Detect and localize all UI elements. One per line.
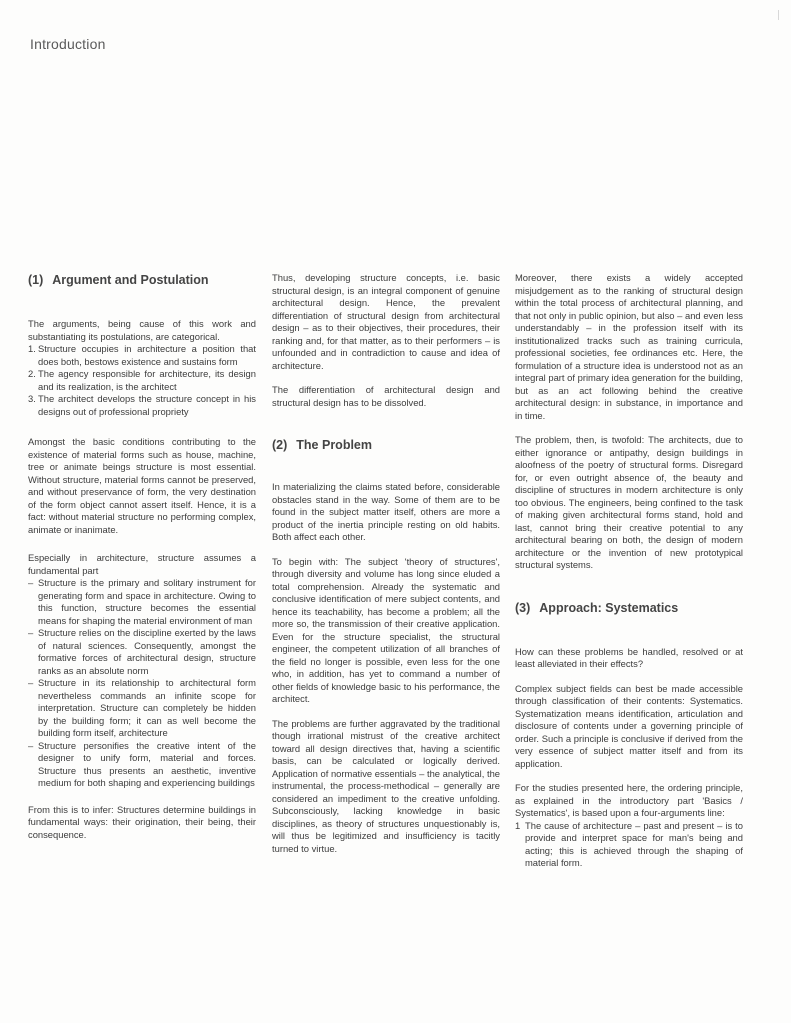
column-3-paragraph-2: The problem, then, is twofold: The architects, due to either ignorance or antipathy, design buildings in aloofness of the poetry of structural forms. Disregard for, or even outright absence of, the beauty and discipline of structures in modern architecture is only too obvious. The engineers, being confined to the task of making given architectural forms stand, hold and last, cannot bring their creative potential to any architectural bearing on both, the design of modern architecture or the invention of new prototypical structural systems. bbox=[515, 434, 743, 570]
list-item-text: The agency responsible for architecture, its design and its realization, is the architect bbox=[38, 368, 256, 392]
column-2 bbox=[272, 272, 500, 867]
section-1-intro: The arguments, being cause of this work and substantiating its postulations, are categorical. bbox=[28, 318, 256, 342]
list-number: 1 bbox=[515, 819, 521, 831]
dash-mark: – bbox=[28, 739, 34, 751]
section-2-paragraph-2: To begin with: The subject 'theory of structures', through diversity and volume has long since eluded a total comprehension. Already the systematic and conclusive identification of mere subject contents, and hence its teachability, has become a problem; all the more so, the transmission of their creative application. Even for the structure specialist, the structural engineer, the competent utilization of all branches of the field no longer is possible, even less for the one who, in addition, has yet to command a number of other fields of knowledge basic to his performance, the architect. bbox=[272, 555, 500, 704]
list-item-text: The architect develops the structure concept in his designs out of professional propriety bbox=[38, 393, 256, 417]
section-2-title-text: The Problem bbox=[296, 438, 372, 452]
section-1-paragraph-3: From this is to infer: Structures determine buildings in fundamental ways: their origination, their being, their consequence. bbox=[28, 803, 256, 840]
list-item-text: Structure personifies the creative intent of the designer to unify form, material and forces. Structure thus presents an aesthetic, inventive medium for both shaping and experiencing buildings bbox=[38, 739, 256, 788]
section-1-numbered-list bbox=[28, 343, 256, 418]
list-number: 3. bbox=[28, 393, 36, 404]
list-item-text: Structure occupies in architecture a position that does both, bestows existence and sustains form bbox=[38, 343, 256, 367]
section-2-paragraph-3: The problems are further aggravated by the traditional though irrational mistrust of the creative architect toward all design directives that, having a scientific basis, can be calculated or logically derived. Application of normative essentials – the analytical, the instrumental, the process-methodical – generally are considered an impediment to the creative unfolding. Subconsciously, lacking knowledge in basic disciplines, as theory of structures unquestionably is, will thus be legitimized and insufficiency is tacitly turned to virtue. bbox=[272, 717, 500, 854]
dash-mark: – bbox=[28, 627, 34, 638]
list-item bbox=[28, 393, 256, 418]
list-item-text: The cause of architecture – past and present – is to provide and interpret space for man's being and acting; this is achieved through the shaping of material form. bbox=[525, 819, 743, 868]
section-1-title-text: Argument and Postulation bbox=[52, 273, 209, 287]
list-item bbox=[515, 820, 743, 870]
section-2-title bbox=[272, 437, 500, 453]
list-item bbox=[28, 577, 256, 627]
section-2-number: (2) bbox=[272, 438, 288, 452]
list-item bbox=[28, 343, 256, 368]
column-2-paragraph-2: The differentiation of architectural design and structural design has to be dissolved. bbox=[272, 384, 500, 408]
column-3 bbox=[515, 272, 743, 882]
list-item-text: Structure is the primary and solitary instrument for generating form and space in architecture. Owing to this function, structure becomes the essential means for shaping the material environment of man bbox=[38, 577, 256, 626]
section-3-paragraph-1: How can these problems be handled, resolved or at least alleviated in their effects? bbox=[515, 645, 743, 669]
column-3-paragraph-1: Moreover, there exists a widely accepted misjudgement as to the ranking of structural design within the total process of architectural planning, and that not only in public opinion, but also – and even less understandably – in the profession itself with its institutionalized tracks such as training curricula, professional societies, fee ordinances etc. Here, the formulation of a structure idea is understood not as an integral part of primary idea generation for the building, but as an act following behind the creative architectural design: in substance, in importance and in time. bbox=[515, 272, 743, 421]
list-item-text: Structure in its relationship to architectural form nevertheless commands an infinite scope for interpretation. Structure can completely be hidden by the building form; it can as well become the building form itself, architecture bbox=[38, 677, 256, 738]
list-item bbox=[28, 677, 256, 740]
list-number: 2. bbox=[28, 368, 36, 379]
section-3-paragraph-3: For the studies presented here, the ordering principle, as explained in the introductory part 'Basics / Systematics', is based upon a four-arguments line: bbox=[515, 782, 743, 818]
section-1-paragraph-2: Especially in architecture, structure assumes a fundamental part bbox=[28, 552, 256, 576]
section-3-number: (3) bbox=[515, 600, 531, 615]
list-item bbox=[28, 627, 256, 677]
page-edge-mark bbox=[778, 10, 779, 20]
section-3-title bbox=[515, 600, 743, 616]
section-1-dash-list bbox=[28, 577, 256, 790]
list-number: 1. bbox=[28, 343, 36, 354]
section-1-number: (1) bbox=[28, 273, 44, 287]
dash-mark: – bbox=[28, 677, 34, 688]
list-item-text: Structure relies on the discipline exerted by the laws of natural sciences. Consequently, amongst the formative forces of architectural design, structure ranks as an absolute norm bbox=[38, 627, 256, 676]
section-1-title bbox=[28, 272, 256, 288]
list-item bbox=[28, 740, 256, 790]
section-3-title-text: Approach: Systematics bbox=[539, 600, 679, 615]
section-3-paragraph-2: Complex subject fields can best be made accessible through classification of their contents: Systematics. Systematization means identification, articulation and disclosure of contents under a governing principle of order. Such a principle is conclusive if derived from the very essence of subject matter itself and from its application. bbox=[515, 682, 743, 769]
section-3-numbered-list bbox=[515, 820, 743, 870]
section-2-paragraph-1: In materializing the claims stated before, considerable obstacles stand in the way. Some of them are to be found in the subject matter itself, others are more a product of the inertia principle resting on old habits. Both affect each other. bbox=[272, 481, 500, 542]
column-1 bbox=[28, 272, 256, 853]
column-2-paragraph-1: Thus, developing structure concepts, i.e. basic structural design, is an integral component of genuine architectural design. Hence, the prevalent differentiation of structural design from architectural design – as to their objectives, their procedures, their ranking and, for that matter, as to their performers – is unfounded and in contradiction to cause and idea of architecture. bbox=[272, 272, 500, 371]
dash-mark: – bbox=[28, 577, 34, 588]
list-item bbox=[28, 368, 256, 393]
page-heading: Introduction bbox=[30, 36, 106, 52]
section-1-paragraph-1: Amongst the basic conditions contributing to the existence of material forms such as house, machine, tree or animate beings structure is most essential. Without structure, material forms cannot be preserved, and without preservance of form, the very destination of the form object cannot assert itself. Hence, it is a fact: without material structure no performing complex, animate or inanimate. bbox=[28, 436, 256, 535]
